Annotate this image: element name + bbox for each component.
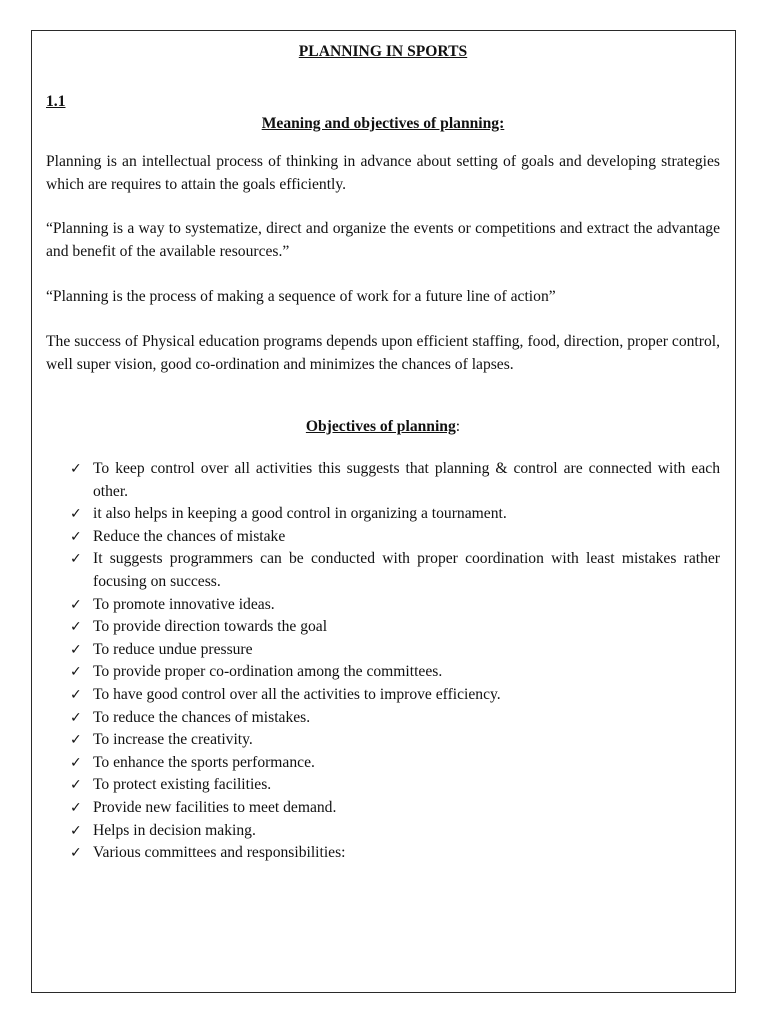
list-item <box>46 707 720 730</box>
list-item-text: To reduce undue pressure <box>93 640 253 658</box>
paragraph-definition: Planning is an intellectual process of thinking in advance about setting of goals and developing strategies which are requires to attain the goals efficiently. <box>46 153 720 193</box>
objectives-heading-colon: : <box>455 418 461 435</box>
checkmark-icon: ✓ <box>70 506 82 523</box>
checkmark-icon: ✓ <box>70 822 82 839</box>
checkmark-icon: ✓ <box>70 528 82 545</box>
list-item <box>46 797 720 820</box>
list-item-text: To provide direction towards the goal <box>93 618 328 636</box>
list-item-text: To increase the creativity. <box>93 731 253 749</box>
list-item <box>46 639 720 662</box>
list-item <box>46 526 720 549</box>
checkmark-icon: ✓ <box>70 641 82 658</box>
list-item-text: Reduce the chances of mistake <box>93 527 286 545</box>
objectives-heading-text: Objectives of planning <box>305 418 456 435</box>
checkmark-icon: ✓ <box>70 461 82 477</box>
list-item-text: Helps in decision making. <box>93 821 256 839</box>
document-body <box>46 40 720 865</box>
list-item-text: Provide new facilities to meet demand. <box>93 798 337 816</box>
list-item-text: To enhance the sports performance. <box>93 753 315 771</box>
list-item <box>46 729 720 752</box>
list-item-text: To keep control over all activities this suggests that planning & control are connected with each other. <box>93 460 720 500</box>
list-item-text: To provide proper co-ordination among the committees. <box>93 663 443 681</box>
section-number: 1.1 <box>46 93 66 110</box>
document-title: PLANNING IN SPORTS <box>298 43 468 60</box>
list-item <box>46 820 720 843</box>
list-item <box>46 752 720 775</box>
list-item <box>46 503 720 526</box>
checkmark-icon: ✓ <box>70 686 82 703</box>
list-item-text: it also helps in keeping a good control in organizing a tournament. <box>93 505 507 523</box>
list-item <box>46 458 720 503</box>
list-item-text: To have good control over all the activities to improve efficiency. <box>93 685 501 703</box>
list-item <box>46 774 720 797</box>
list-item-text: It suggests programmers can be conducted with proper coordination with least mistakes rather focusing on success. <box>93 550 720 590</box>
paragraph-success: The success of Physical education programs depends upon efficient staffing, food, direction, proper control, well super vision, good co-ordination and minimizes the chances of lapses. <box>46 333 720 373</box>
list-item-text: To protect existing facilities. <box>93 776 272 794</box>
checkmark-icon: ✓ <box>70 596 82 613</box>
list-item-text: Various committees and responsibilities: <box>93 844 346 862</box>
section-heading: Meaning and objectives of planning: <box>261 115 505 132</box>
list-item <box>46 842 720 865</box>
list-item <box>46 594 720 617</box>
checkmark-icon: ✓ <box>70 845 82 862</box>
checkmark-icon: ✓ <box>70 732 82 749</box>
list-item <box>46 661 720 684</box>
checkmark-icon: ✓ <box>70 754 82 771</box>
checkmark-icon: ✓ <box>70 777 82 794</box>
list-item <box>46 684 720 707</box>
objectives-list <box>46 458 720 865</box>
checkmark-icon: ✓ <box>70 619 82 636</box>
checkmark-icon: ✓ <box>70 551 82 568</box>
paragraph-quote-sequence: “Planning is the process of making a sequence of work for a future line of action” <box>46 288 556 305</box>
list-item <box>46 548 720 593</box>
list-item <box>46 616 720 639</box>
checkmark-icon: ✓ <box>70 799 82 816</box>
list-item-text: To reduce the chances of mistakes. <box>93 708 311 726</box>
checkmark-icon: ✓ <box>70 664 82 681</box>
objectives-heading <box>46 415 720 438</box>
paragraph-quote-systematize: “Planning is a way to systematize, direct and organize the events or competitions and extract the advantage and benefit of the available resources.” <box>46 220 720 260</box>
checkmark-icon: ✓ <box>70 709 82 726</box>
list-item-text: To promote innovative ideas. <box>93 595 275 613</box>
